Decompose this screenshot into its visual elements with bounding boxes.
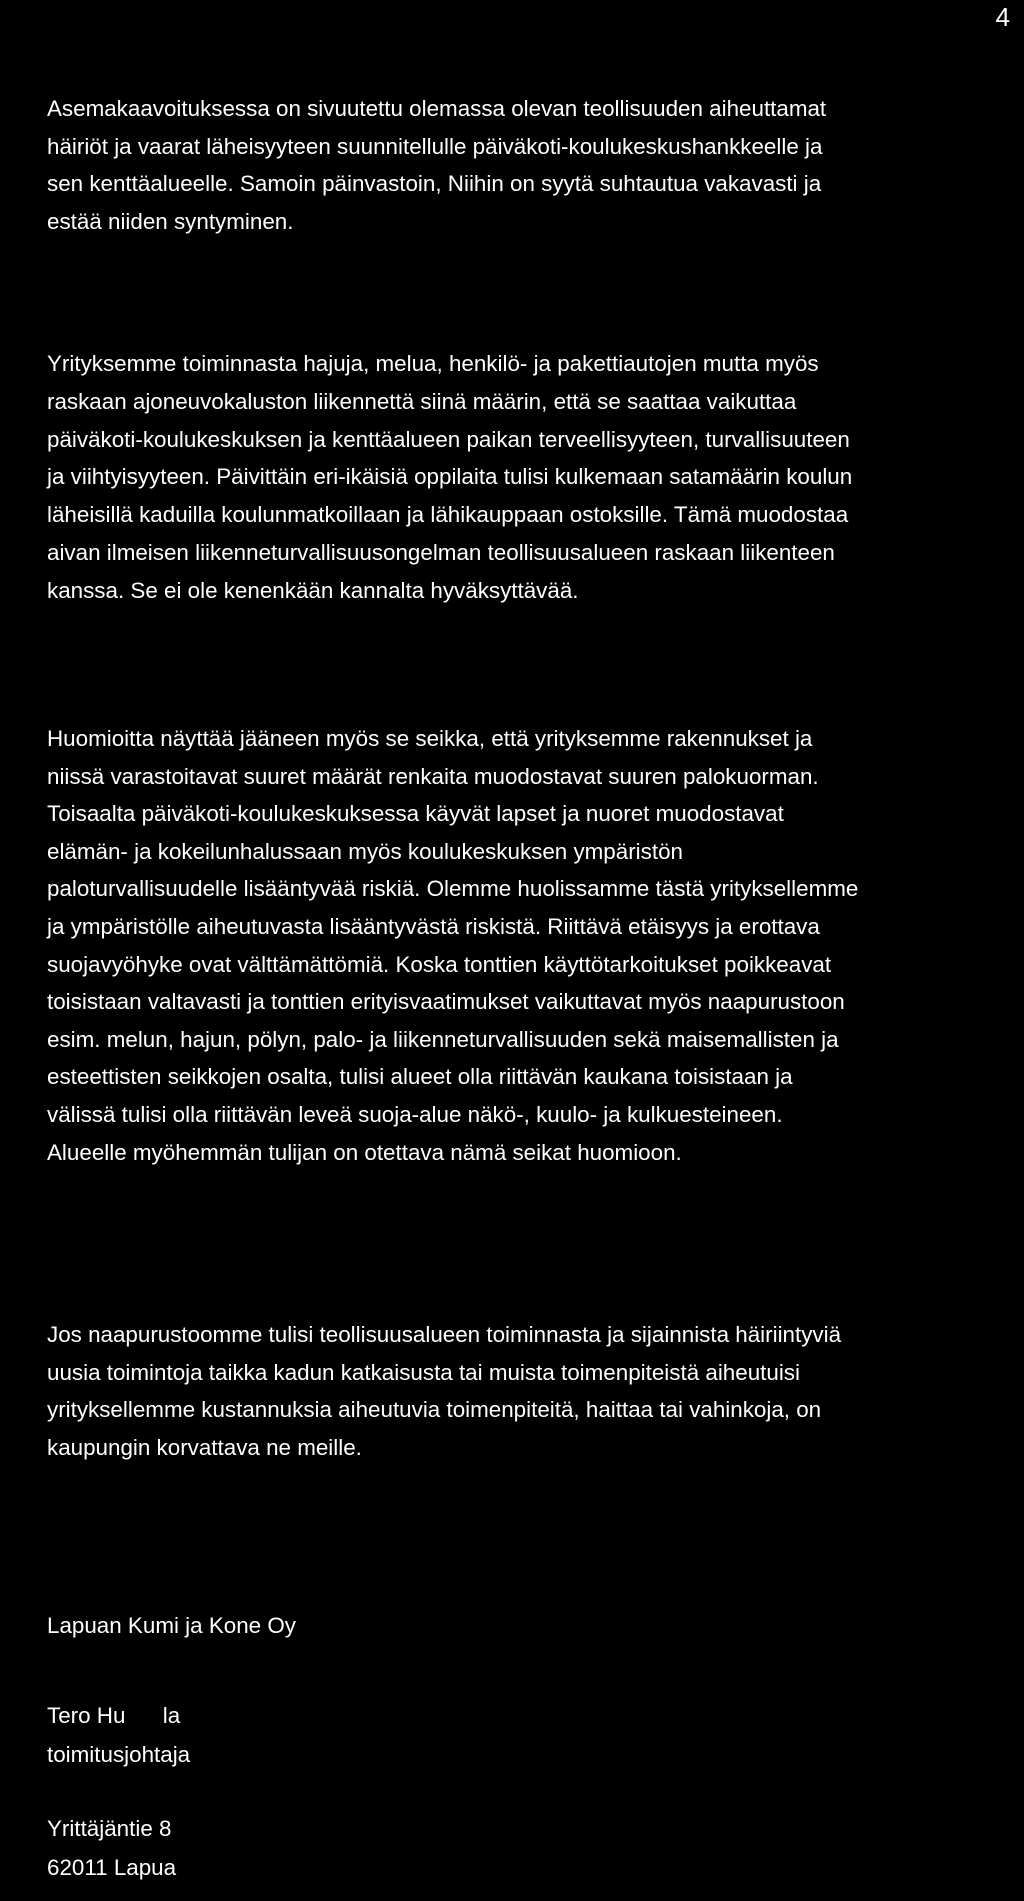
paragraph-fire-risk: Huomioitta näyttää jääneen myös se seikka, että yrityksemme rakennukset ja niissä varastoitavat suuret määrät renkaita muodostavat suuren palokuorman. Toisaalta päiväkoti-koulukeskuksessa käyvät lapset ja nuoret muodostavat elämän- ja kokeilunhalussaan myös koulukeskuksen ympäristön paloturvallisuudelle lisääntyvää riskiä. Olemme huolissamme tästä yrityksellemme ja ympäristölle aiheutuvasta lisääntyvästä riskistä. Riittävä etäisyys ja erottava suojavyöhyke ovat välttämättömiä. Koska tonttien käyttötarkoitukset poikkeavat toisistaan valtavasti ja tonttien erityisvaatimukset vaikuttavat myös naapurustoon esim. melun, hajun, pölyn, palo- ja liikenneturvallisuuden sekä maisemallisten ja esteettisten seikkojen osalta, tulisi alueet olla riittävän kaukana toisistaan ja välissä tulisi olla riittävän leveä suoja-alue näkö-, kuulo- ja kulkuesteineen. Alueelle myöhemmän tulijan on otettava nämä seikat huomioon.: [47, 726, 859, 1165]
signer-title: toimitusjohtaja: [47, 1742, 191, 1767]
postal-address: 62011 Lapua: [47, 1855, 177, 1880]
paragraph-traffic-concerns: Yrityksemme toiminnasta hajuja, melua, henkilö- ja pakettiautojen mutta myös raskaan ajoneuvokaluston liikennettä siinä määrin, että se saattaa vaikuttaa päiväkoti-koulukeskuksen ja kenttäalueen paikan terveellisyyteen, turvallisuuteen ja viihtyisyyteen. Päivittäin eri-ikäisiä oppilaita tulisi kulkemaan satamäärin koulun läheisillä kaduilla koulunmatkoillaan ja lähikauppaan ostoksille. Tämä muodostaa aivan ilmeisen liikenneturvallisuusongelman teollisuusalueen raskaan liikenteen kanssa. Se ei ole kenenkään kannalta hyväksyttävää.: [47, 351, 853, 603]
signer-name: Tero Hu la: [47, 1703, 181, 1728]
company-name: Lapuan Kumi ja Kone Oy: [47, 1613, 296, 1638]
street-address: Yrittäjäntie 8: [47, 1816, 172, 1841]
paragraph-compensation: Jos naapurustoomme tulisi teollisuusalueen toiminnasta ja sijainnista häiriintyviä uusia toimintoja taikka kadun katkaisusta tai muista toimenpiteistä aiheutuisi yrityksellemme kustannuksia aiheutuvia toimenpiteitä, haittaa tai vahinkoja, on kaupungin korvattava ne meille.: [47, 1322, 842, 1460]
page-number: 4: [995, 2, 1010, 32]
paragraph-zoning-disturbances: Asemakaavoituksessa on sivuutettu olemassa olevan teollisuuden aiheuttamat häiriöt ja vaarat läheisyyteen suunnitellulle päiväkoti-koulukeskushankkeelle ja sen kenttäalueelle. Samoin päinvastoin, Niihin on syytä suhtautua vakavasti ja estää niiden syntyminen.: [47, 96, 827, 234]
